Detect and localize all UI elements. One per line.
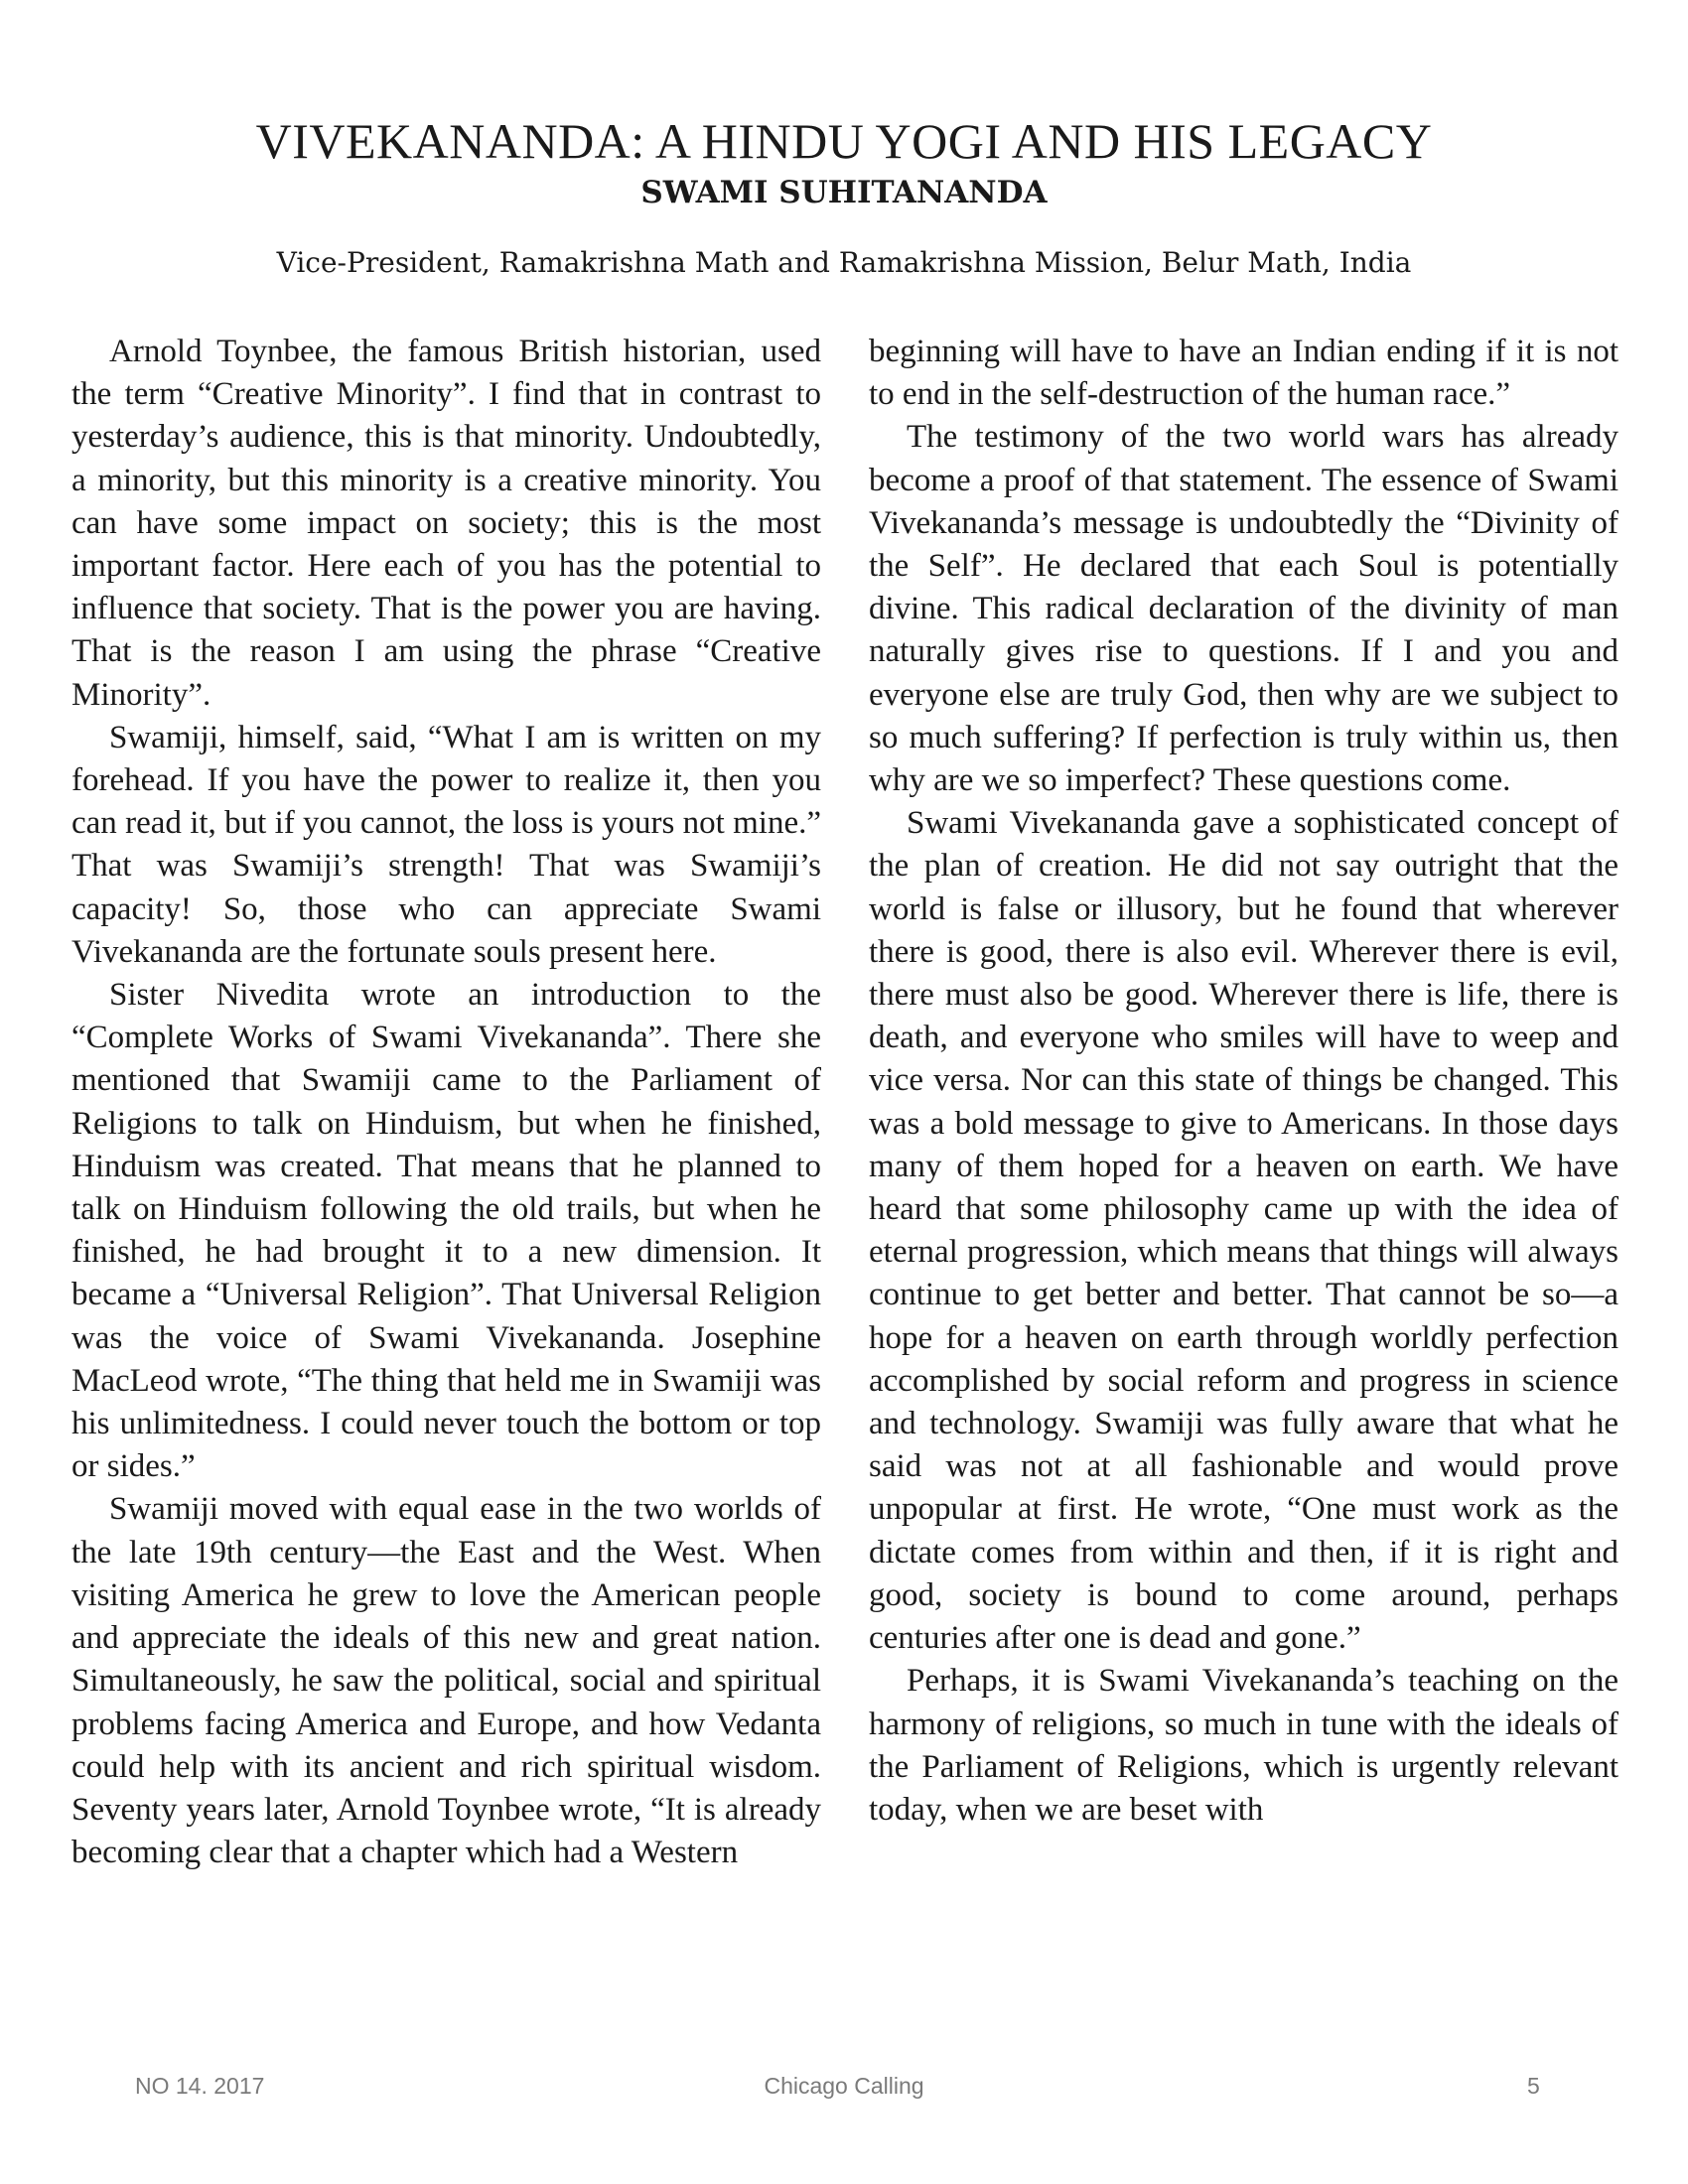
left-column: [71, 331, 821, 2048]
paragraph: The testimony of the two world wars has already become a proof of that statement. The essence of Swami Vivekananda’s message is undoubtedly the “Divinity of the Self”. He declared that each Soul is potentially divine. This radical declaration of the divinity of man naturally gives rise to questions. If I and you and everyone else are truly God, then why are we subject to so much suffering? If perfection is truly within us, then why are we so imperfect? These questions come.: [869, 419, 1618, 799]
footer-issue: NO 14. 2017: [135, 2073, 265, 2099]
page-number: 5: [1527, 2073, 1540, 2099]
page-footer: [0, 2068, 1688, 2104]
paragraph: Perhaps, it is Swami Vivekananda’s teaching on the harmony of religions, so much in tune with the ideals of the Parliament of Religions, which is urgently relevant today, when we are beset with: [869, 1663, 1618, 1828]
paragraph: Swami Vivekananda gave a sophisticated concept of the plan of creation. He did not say outright that the world is false or illusory, but he found that wherever there is good, there is also evil. Wherever there is evil, there must also be good. Wherever there is life, there is death, and everyone who smiles will have to weep and vice versa. Nor can this state of things be changed. This was a bold message to give to Americans. In those days many of them hoped for a heaven on earth. We have heard that some philosophy came up with the idea of eternal progression, which means that things will always continue to get better and better. That cannot be so—a hope for a heaven on earth through worldly perfection accomplished by social reform and progress in science and technology. Swamiji was fully aware that what he said was not at all fashionable and would prove unpopular at first. He wrote, “One must work as the dictate comes from within and then, if it is right and good, society is bound to come around, perhaps centuries after one is dead and gone.”: [869, 805, 1618, 1657]
paragraph-continued: beginning will have to have an Indian ending if it is not to end in the self-destruction of the human race.”: [869, 334, 1618, 413]
paragraph: Sister Nivedita wrote an introduction to the “Complete Works of Swami Vivekananda”. There she mentioned that Swamiji came to the Parliament of Religions to talk on Hinduism, but when he finished, Hinduism was created. That means that he planned to talk on Hinduism following the old trails, but when he finished, he had brought it to a new dimension. It became a “Universal Religion”. That Universal Religion was the voice of Swami Vivekananda. Josephine MacLeod wrote, “The thing that held me in Swamiji was his unlimitedness. I could never touch the bottom or top or sides.”: [71, 977, 821, 1485]
article-author: SWAMI SUHITANANDA: [640, 175, 1048, 210]
paragraph: Arnold Toynbee, the famous British historian, used the term “Creative Minority”. I find that in contrast to yesterday’s audience, this is that minority. Undoubtedly, a minority, but this minority is a creative minority. You can have some impact on society; this is the most important factor. Here each of you has the potential to influence that society. That is the power you are having. That is the reason I am using the phrase “Creative Minority”.: [71, 334, 821, 713]
article-title: VIVEKANANDA: A HINDU YOGI AND HIS LEGACY: [255, 113, 1433, 169]
author-affiliation: Vice-President, Ramakrishna Math and Ramakrishna Mission, Belur Math, India: [276, 246, 1412, 279]
paragraph: Swamiji moved with equal ease in the two worlds of the late 19th century—the East and the West. When visiting America he grew to love the American people and appreciate the ideals of this new and great nation. Simultaneously, he saw the political, social and spiritual problems facing America and Europe, and how Vedanta could help with its ancient and rich spiritual wisdom. Seventy years later, Arnold Toynbee wrote, “It is already becoming clear that a chapter which had a Western: [71, 1491, 821, 1871]
footer-publication: Chicago Calling: [764, 2073, 924, 2099]
paragraph: Swamiji, himself, said, “What I am is written on my forehead. If you have the power to realize it, then you can read it, but if you cannot, the loss is yours not mine.” That was Swamiji’s strength! That was Swamiji’s capacity! So, those who can appreciate Swami Vivekananda are the fortunate souls present here.: [71, 719, 821, 970]
right-column: [869, 331, 1618, 2048]
